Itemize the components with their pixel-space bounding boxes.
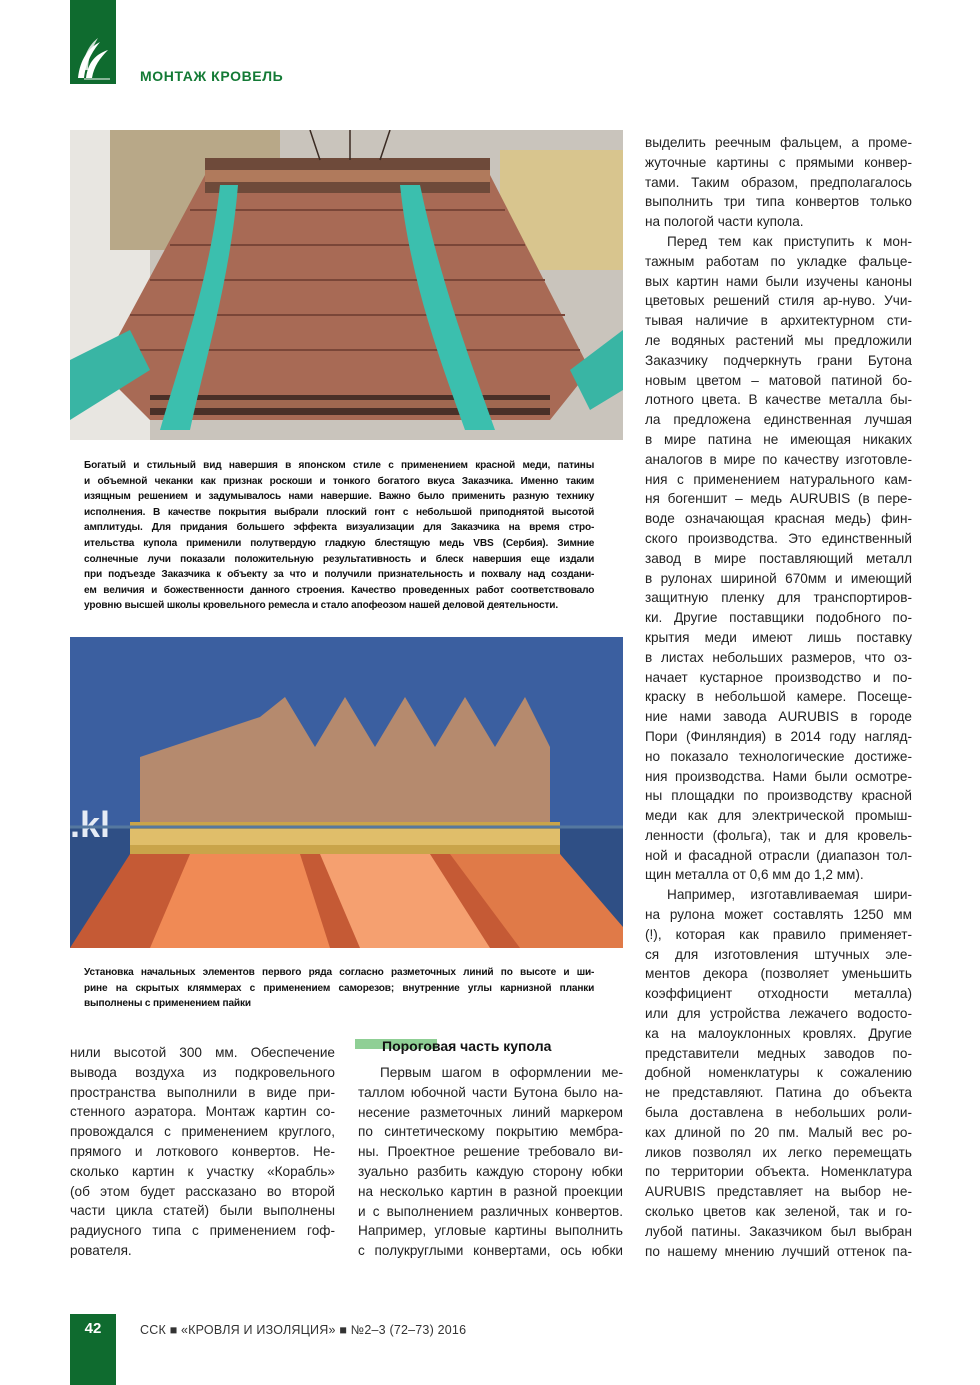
text-line: (!), которая как правило применяет- xyxy=(645,926,912,942)
text-line: в мире патина не имеющая никаких xyxy=(645,431,912,447)
text-line: вывода воздуха из подкровельного xyxy=(70,1064,335,1080)
text-line: ле водяных растений мы предложили xyxy=(645,332,912,348)
text-line: исполнения. В качестве покрытия выбрали плоский гонт с небольшой приподнятой высотой xyxy=(84,506,595,518)
text-line: сколько картин к участку «Корабль» xyxy=(70,1163,335,1179)
text-line: и объемной чеканки как признак роскоши и тонкого богатого вкуса Заказчика. Именно таким xyxy=(84,475,595,487)
logo-block xyxy=(70,0,116,84)
text-line: рине на скрытых кляммерах с применением саморезов; внутренние углы карнизной планки xyxy=(84,982,595,994)
text-line: ки. Другие поставщики подобного по- xyxy=(645,610,912,626)
text-line: уровню высшей школы кровельного ремесла и стало апофеозом нашей деловой деятельности. xyxy=(84,600,559,612)
photo-brand-text: .kl xyxy=(70,804,111,845)
text-line: новым цветом – матовой патиной бо- xyxy=(645,372,912,388)
text-line: зуально разбить каждую сторону юбки xyxy=(358,1163,623,1179)
text-line: ной и фасадной отрасли (диапазон тол- xyxy=(645,847,912,863)
text-line: ликов позволял их легко перемещать xyxy=(645,1144,912,1160)
footer-publication: ССК ■ «КРОВЛЯ И ИЗОЛЯЦИЯ» ■ №2–3 (72–73) 2016 xyxy=(140,1323,467,1337)
text-line: Богатый и стильный вид навершия в японском стиле с применением красной меди, патины xyxy=(84,460,595,471)
text-line: по территории объекта. Номенклатура xyxy=(645,1164,912,1180)
text-line: Установка начальных элементов первого ряда согласно разметочных линий по высоте и ши- xyxy=(84,967,595,978)
text-line: краску в небольшой камере. Посеще- xyxy=(645,689,912,705)
text-line: щин металла от 0,6 мм до 1,2 мм). xyxy=(645,867,864,883)
text-line: с полукруглыми конвертами, ось юбки xyxy=(358,1243,623,1259)
text-line: воде означающая красная медь) фин- xyxy=(645,511,912,527)
text-line: представители медных заводов по- xyxy=(645,1045,912,1061)
text-line: выполнены с применением пайки xyxy=(84,998,251,1010)
subheading: Пороговая часть купола xyxy=(382,1038,552,1054)
text-line: тажным работам по укладке фальце- xyxy=(645,253,912,269)
text-line: крытия меди имеют лишь поставку xyxy=(645,629,912,645)
text-line: Перед тем как приступить к мон- xyxy=(667,233,912,249)
text-line: ние нами завода AURUBIS в городе xyxy=(645,709,912,725)
text-line: в листах небольших размеров, что оз- xyxy=(645,649,912,665)
text-line: ния с применением натурального кам- xyxy=(645,471,912,487)
text-line: но показало технологические достиже- xyxy=(645,748,912,764)
text-line: по нашему мнению лучший оттенок па- xyxy=(645,1243,912,1259)
text-line: тами. Таким образом, предполагалось xyxy=(645,174,912,190)
text-line: лубой патины. Заказчиком был выбран xyxy=(645,1223,912,1239)
text-line: жуточные картины с прямыми конвер- xyxy=(645,154,912,170)
text-line: ем величия и божественности данного строения. Качество проведенных работ соответствовало xyxy=(84,584,595,596)
text-line: коэффициент отходности металла) xyxy=(645,986,912,1002)
text-line: ментов декора (позволяет уменьшить xyxy=(645,966,912,982)
text-line: ского производства. Это единственный xyxy=(645,530,912,546)
text-line: завод в мире поставляющий металл xyxy=(645,550,912,566)
text-line: провождался с применением круглого, xyxy=(70,1124,335,1140)
text-line: ленности (фольга), так и для кровель- xyxy=(645,827,912,843)
text-line: была доставлена в небольших роли- xyxy=(645,1105,912,1121)
text-line: и с выполнением различных конвертов. xyxy=(358,1203,623,1219)
text-line: (об этом будет рассказано во второй xyxy=(70,1183,335,1199)
text-line: выполнить три типа конвертов только xyxy=(645,194,912,210)
text-line: в рулонах шириной 670мм и имеющий xyxy=(645,570,912,586)
text-line: сколько цветов как зеленой, так и го- xyxy=(645,1204,912,1220)
text-line: на пологой части купола. xyxy=(645,214,804,230)
text-line: AURUBIS представляет на выбор не- xyxy=(645,1184,912,1200)
copper-dome-photo xyxy=(70,130,623,440)
text-line: ны площадки по производству красной xyxy=(645,788,912,804)
text-line: Например, изготавливаемая шири- xyxy=(667,887,912,903)
text-line: меди как для электрической промыш- xyxy=(645,808,912,824)
text-line: таллом юбочной части Бутона было на- xyxy=(358,1084,623,1100)
photo-caption-2 xyxy=(84,965,594,1012)
text-line: части цикла статей) были выполнены xyxy=(70,1203,335,1219)
text-line: тывая наличие в архитектурном сти- xyxy=(645,313,912,329)
text-line: добной номенклатуры к сожалению xyxy=(645,1065,912,1081)
text-line: ны. Проектное решение требовало ви- xyxy=(358,1144,623,1160)
text-line: начает кустарное производство и по- xyxy=(645,669,912,685)
text-line: ка на малоуклонных кровлях. Другие xyxy=(645,1025,912,1041)
text-line: выделить реечным фальцем, а проме- xyxy=(645,135,912,150)
text-line: ния производства. Нами были осмотре- xyxy=(645,768,912,784)
page-number: 42 xyxy=(84,1320,102,1337)
text-line: по синтетическому покрытию мембра- xyxy=(358,1124,623,1140)
text-line: ня богеншит – медь AURUBIS (в пере- xyxy=(645,491,912,507)
text-line: на рулона может составлять 1250 мм xyxy=(645,907,912,923)
text-line: ках длиной по 20 пм. Малый вес ро- xyxy=(645,1124,912,1140)
text-line: изящным решением и задумывалось нами навершие. Важно было применить разную технику xyxy=(84,491,595,503)
text-line: нили высотой 300 мм. Обеспечение xyxy=(70,1045,335,1060)
text-line: стенного аэратора. Монтаж картин со- xyxy=(70,1104,335,1120)
article-column-right xyxy=(645,133,912,1261)
text-line: Пори (Финляндия) в 2014 году нагляд- xyxy=(645,728,912,744)
text-line: ла предложена единственная лучшая xyxy=(645,412,912,428)
text-line: солнечные лучи показали положительную результативность и блеск навершия еще издали xyxy=(84,553,595,565)
text-line: Заказчику подчеркнуть грани Бутона xyxy=(645,352,912,368)
text-line: радиусного типа с применением гоф- xyxy=(70,1223,335,1239)
text-line: Первым шагом в оформлении ме- xyxy=(380,1065,623,1080)
photo-caption-1 xyxy=(84,458,594,614)
text-line: на несколько картин в разной проекции xyxy=(358,1183,623,1199)
text-line: прямого и лоткового конвертов. Не- xyxy=(70,1143,335,1159)
text-line: рователя. xyxy=(70,1242,132,1258)
text-line: цветовых решений стиля ар-нуво. Учи- xyxy=(645,293,912,309)
text-line: или для устройства лежачего водосто- xyxy=(645,1006,912,1022)
text-line: лотного цвета. В качестве металла бы- xyxy=(645,392,912,408)
text-line: аналогов в мире по качеству изготовле- xyxy=(645,451,912,467)
text-line: несение разметочных линий маркером xyxy=(358,1104,623,1120)
text-line: при подъезде Заказчика к объекту за что и получили признательность и похвалу над создани- xyxy=(84,569,595,581)
article-column-left xyxy=(70,1043,335,1261)
text-line: Например, угловые картины выполнить xyxy=(358,1223,623,1239)
section-title: МОНТАЖ КРОВЕЛЬ xyxy=(140,68,284,84)
text-line: защитную пленку для транспортиров- xyxy=(645,590,912,606)
text-line: ительства купола применили полутвердую гладкую блестящую медь VBS (Сербия). Зимние xyxy=(84,537,595,549)
text-line: не представляют. Патина до объекта xyxy=(645,1085,912,1101)
cornice-installation-photo xyxy=(70,637,623,948)
text-line: ся для изготовления штучных эле- xyxy=(645,946,912,962)
text-line: амплитуды. Для придания большего эффекта визуализации для Заказчика на время стро- xyxy=(84,522,595,534)
text-line: пространства выполнили в виде при- xyxy=(70,1084,335,1100)
article-column-middle xyxy=(358,1063,623,1261)
text-line: вых картин нами были изучены каноны xyxy=(645,273,912,289)
leaf-logo-icon xyxy=(70,0,116,84)
